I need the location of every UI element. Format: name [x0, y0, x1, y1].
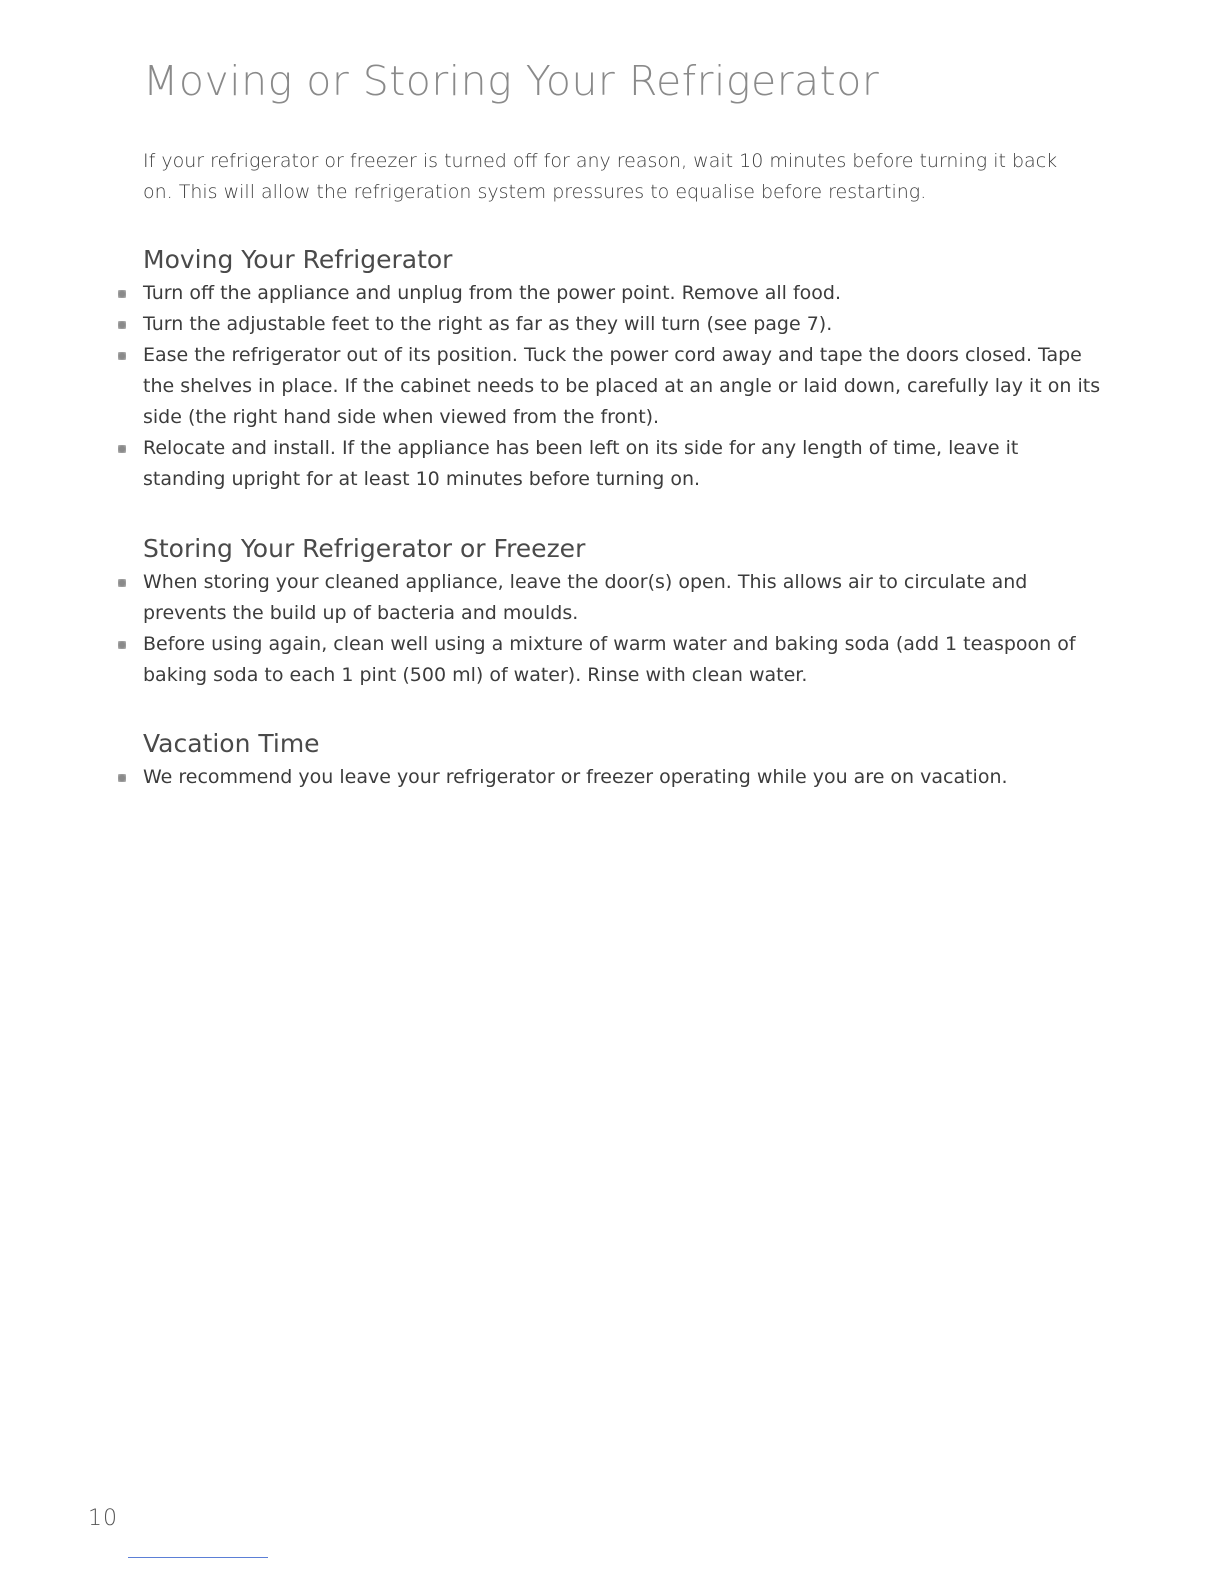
page-title: Moving or Storing Your Refrigerator [143, 57, 880, 105]
bullet-icon [118, 445, 126, 453]
footer-rule [128, 1557, 268, 1558]
bullet-icon [118, 321, 126, 329]
page-number: 10 [88, 1506, 118, 1531]
bullet-item [143, 567, 1103, 629]
bullet-list [143, 278, 1103, 495]
bullet-icon [118, 774, 126, 782]
bullet-text: When storing your cleaned appliance, leave the door(s) open. This allows air to circulate and prevents the build up of bacteria and moulds. [143, 571, 1028, 624]
section-storing-refrigerator [143, 533, 1103, 691]
bullet-text: Ease the refrigerator out of its position. Tuck the power cord away and tape the doors closed. Tape the shelves in place. If the cabinet needs to be placed at an angle or laid down, carefully lay it on its side (the right hand side when viewed from the front). [143, 344, 1101, 428]
bullet-text: Turn the adjustable feet to the right as far as they will turn (see page 7). [143, 313, 833, 335]
bullet-item [143, 278, 1103, 309]
bullet-item [143, 629, 1103, 691]
bullet-icon [118, 290, 126, 298]
bullet-icon [118, 352, 126, 360]
bullet-text: We recommend you leave your refrigerator or freezer operating while you are on vacation. [143, 766, 1008, 788]
intro-paragraph: If your refrigerator or freezer is turned off for any reason, wait 10 minutes before turning it back on. This will allow the refrigeration system pressures to equalise before restarting. [143, 150, 1058, 203]
bullet-item [143, 762, 1103, 793]
bullet-icon [118, 579, 126, 587]
bullet-item [143, 309, 1103, 340]
bullet-icon [118, 641, 126, 649]
bullet-text: Turn off the appliance and unplug from the power point. Remove all food. [143, 282, 842, 304]
bullet-text: Relocate and install. If the appliance has been left on its side for any length of time, leave it standing upright for at least 10 minutes before turning on. [143, 437, 1019, 490]
section-moving-refrigerator [143, 244, 1103, 495]
section-heading: Storing Your Refrigerator or Freezer [143, 534, 586, 563]
bullet-item [143, 340, 1103, 433]
section-heading: Moving Your Refrigerator [143, 245, 453, 274]
bullet-list [143, 762, 1103, 793]
bullet-list [143, 567, 1103, 691]
section-heading: Vacation Time [143, 729, 320, 758]
bullet-item [143, 433, 1103, 495]
section-vacation-time [143, 728, 1103, 793]
bullet-text: Before using again, clean well using a mixture of warm water and baking soda (add 1 teaspoon of baking soda to each 1 pint (500 ml) of water). Rinse with clean water. [143, 633, 1076, 686]
